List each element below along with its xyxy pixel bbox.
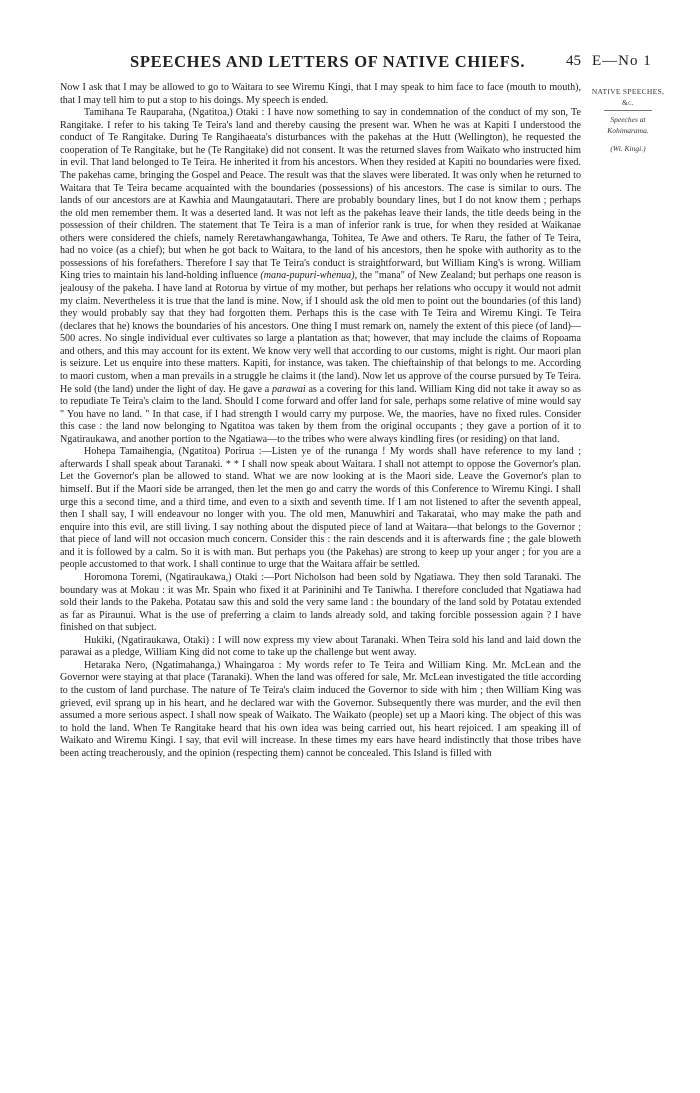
paragraph-text: Horomona Toremi, (Ngatiraukawa,) Otaki :—Port Nicholson had been sold by Ngatiawa. They then sold Taranaki. The boundary was at Mokau : it was Mr. Spain who fixed it at Parininihi and Te Taniwha. I therefore concluded that Ngatiawa had sold their lands to the Pakeha. Potatau saw this and sold the very same land : the boundary of the land sold by Potatau extended as far as Piraunui. What is the use of preferring a claim to lands already sold, and taking forcible possession again ? I have finished on that subject. [60, 571, 581, 634]
paragraph-text: , the "mana" of New Zealand; but perhaps one reason is jealousy of the pakeha. I have land at Rotorua by virtue of my mother, but perhaps her relations who occupy it would not admit my claim. Nevertheless it is true that the land is mine. Now, if I should ask the old men to point out the boundaries (of this land) they would probably say that they had forgotten them. Perhaps this is the case with Te Teira and Wiremu Kingi. Te Teira (declares that he) knows the boundaries of his ancestors. One thing I must remark on, namely the extent of this piece (of land)—500 acres. No single individual ever cultivates so large a plantation as that; however, that may include the claims of Ropoama and others, and this may account for its extent. We know very well that according to our customs, might is right. Our maori plan is seizure. Let us enquire into these matters. Kapiti, for instance, was taken. The chieftainship of that belongs to me. According to maori custom, when a man prevails in a struggle he claims it (the land). Now let us approve of the course pursued by Te Teira. He sold (the land) under the light of day. He gave a [60, 270, 581, 395]
page-header [0, 52, 700, 72]
paragraph-text: as a covering for this land. William King did not take it away so as to repudiate Te Teira's claim to the land. Should I come forward and offer land for sale, perhaps some relative of mine would say " You have no land. " In that case, if I had strength I would carry my purpose. We, the maories, have no fixed rules. Consider this case : the land now belonging to Ngatitoa was taken by them from the original occupants ; they gave a portion of it to Ngatiraukawa, and another portion to the Ngatiawa—to the tribes who were always kindling fires (or residing) on that land. [60, 383, 581, 445]
paragraph-text: Tamihana Te Rauparaha, (Ngatitoa,) Otaki : I have now something to say in condemnation of the conduct of my son, Te Rangitake. I refer to his taking Te Teira's land and thereby causing the present war. When he was at Kapiti I understood the conduct of Te Rangitake. During Te Rangihaeata's disturbances with the pakehas at the Hutt (Wellington), he requested the cooperation of Te Rangitake, but he (Te Rangitake) did not consent. It was the returned slaves from Waikato who instructed him in evil. That land belonged to Te Teira. He inherited it from his ancestors. When they resided at Kapiti no boundaries were fixed. The pakehas came, bringing the Gospel and Peace. The result was that the slaves were liberated. It was only when he returned to Waitara that Te Teira became acquainted with the boundaries (possessions) of his ancestors. The case is similar to ours. The lands of our ancestors are at Kawhia and Maungatautari. There are probably boundary lines, but I do not know them ; perhaps the old men remember them. It was a deserted land. It was not left as the pakehas leave their lands, the title deeds being in the possession of their children. The statement that Te Teira is a man of inferior rank is true, for when they resided at Waikanae others were considered the chiefs, namely Reretawhangawhanga, Tohitea, Te Awe and others. Te Raru, the father of Te Teira, had no voice (as a chief); but when he got back to Waitara, to the land of his ancestors, then he spoke with authority as to the possessions of his forefathers. Therefore I say that Te Teira's conduct is straightforward, but William King's is wrong. William King tries to maintain his land-holding influence [60, 107, 581, 282]
paragraph [60, 107, 581, 446]
margin-note-rule [604, 110, 652, 111]
paragraph [60, 82, 581, 107]
body-text [60, 82, 581, 760]
margin-note-speaker: (Wi. Kingi.) [610, 144, 646, 153]
italic-text: parawai [272, 383, 306, 395]
margin-note [590, 86, 666, 154]
paragraph-text: Hohepa Tamaihengia, (Ngatitoa) Porirua :—Listen ye of the runanga ! My words shall have reference to my land ; afterwards I shall speak about Taranaki. * * I shall now speak about Waitara. I shall not attempt to oppose the Governor's plan. Let the Governor's plan be allowed to stand. What we are now looking at is the Maori side. Leave the Governor's plan to himself. But if the Maori side be arranged, then let the men go and carry the words of this Conference to Wiremu Kingi. I shall urge this a second time, and a third time, and even to a sixth and seventh time. If I am not listened to after the seventh appeal, then I shall say, I will endeavour no longer with you. The old men, Manuwhiri and Takaratai, who may make the path and enquire into this evil, are still living. I say nothing about the disputed piece of land at Waitara—that belongs to the Governor ; that piece of land will not occasion much concern. Consider this : the rain descends and it is afterwards fine ; the gale bloweth and it is followed by a calm. So it is with man. But perhaps you (the Pakehas) are strong to keep up your anger ; for you are a people accustomed to that work. I shall continue to urge that the Waitara affair be settled. [60, 446, 581, 571]
page-number: 45 [566, 53, 581, 69]
paragraph-text: Now I ask that I may be allowed to go to Waitara to see Wiremu Kingi, that I may speak to him face to face (mouth to mouth), that I may tell him to put a stop to his doings. My speech is ended. [60, 82, 581, 106]
paragraph [60, 446, 581, 572]
paragraph [60, 660, 581, 761]
paragraph [60, 635, 581, 660]
series-reference: E—No 1 [592, 53, 652, 69]
margin-note-subtitle: Speeches at Kohimarama. [607, 115, 649, 135]
margin-note-heading: NATIVE SPEECHES, &c. [591, 87, 665, 107]
paragraph-text: Hukiki, (Ngatiraukawa, Otaki) : I will now express my view about Taranaki. When Teira sold his land and laid down the parawai as a pledge, William King did not come to take up the challenge but went away. [60, 634, 581, 659]
running-title: SPEECHES AND LETTERS OF NATIVE CHIEFS. [130, 52, 526, 71]
paragraph [60, 572, 581, 635]
italic-text: (mana-pupuri-whenua) [260, 270, 355, 282]
paragraph-text: Hetaraka Nero, (Ngatimahanga,) Whaingaroa : My words refer to Te Teira and William King. Mr. McLean and the Governor were staying at that place (Taranaki). When the land was offered for sale, Mr. McLean investigated the title according to the custom of land purchase. The nature of Te Teira's claim induced the Governor to side with him ; then William King was grieved, evil sprang up in his heart, and he declared war with the Governor. Subsequently there was murder, and the evil then assumed a more serious aspect. I shall now speak of Waikato. The Waikato (people) set up a Maori king. The object of this was to hold the land. When Te Rangitake heard that his own idea was being carried out, his heart rejoiced. I am speaking ill of Waikato and Wiremu Kingi. I say, that evil will increase. In these times my ears have heard indistinctly that those tribes have been acting treacherously, and the opinion (respecting them) cannot be concealed. This Island is filled with [60, 659, 581, 759]
